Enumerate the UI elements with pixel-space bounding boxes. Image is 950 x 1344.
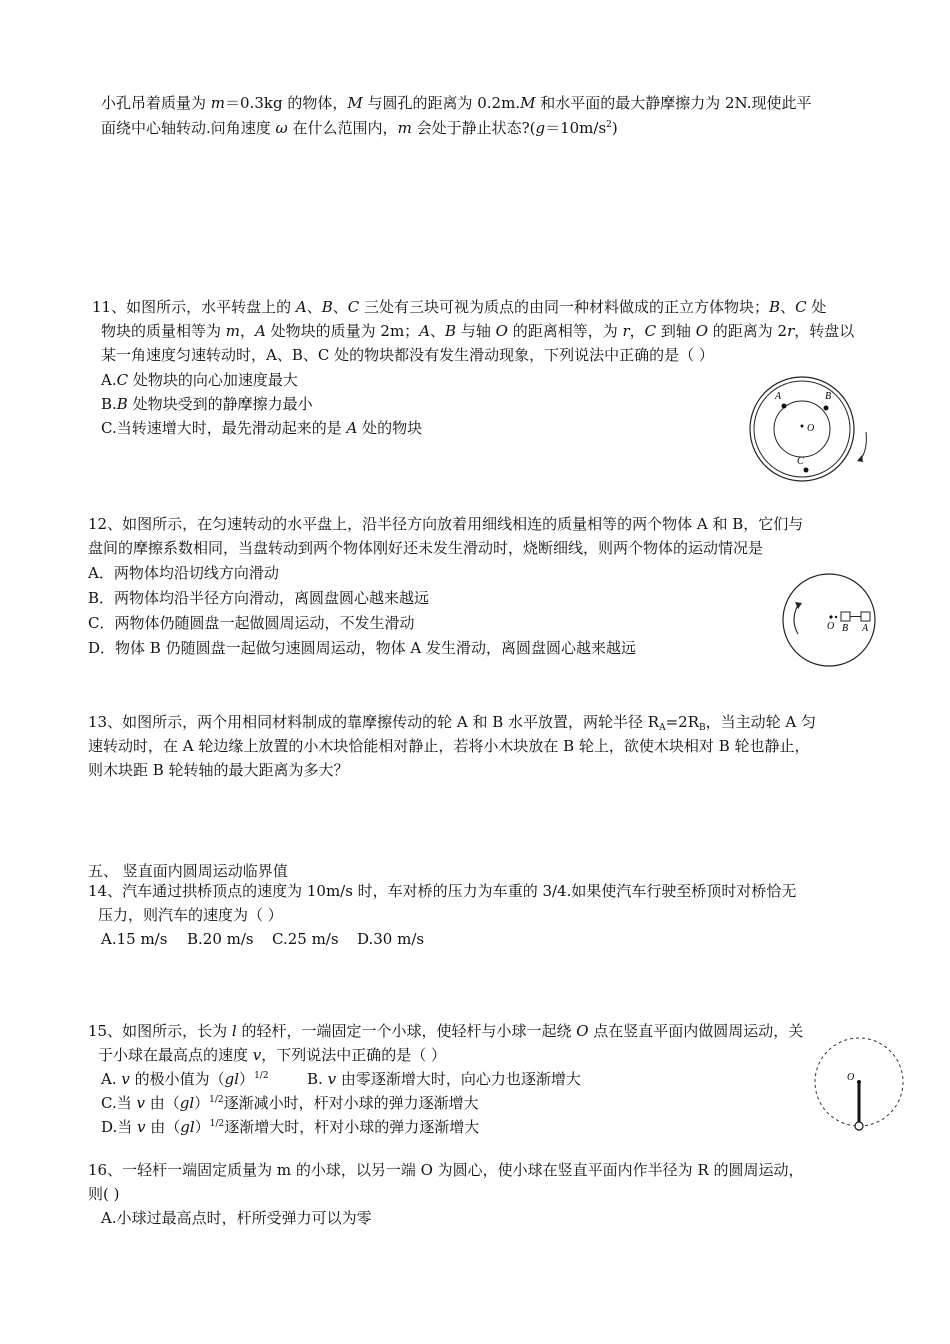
q12-line-1: 12、如图所示，在匀速转动的水平盘上，沿半径方向放着用细线相连的质量相等的两个物体 A 和 B，它们与 bbox=[88, 515, 804, 533]
q12-block-b bbox=[841, 612, 850, 621]
q11-label-b: B bbox=[825, 391, 832, 402]
q13-line-3: 则木块距 B 轮转轴的最大距离为多大？ bbox=[88, 761, 349, 779]
q14-option-b: B.20 m/s bbox=[187, 930, 254, 948]
q14-option-d: D.30 m/s bbox=[357, 930, 425, 948]
q15-option-d: D.当 v 由（gl）$^{1/2}$逐渐增大时，杆对小球的弹力逐渐增大 bbox=[101, 1118, 480, 1136]
q11-rotation-arrow-icon bbox=[860, 432, 866, 460]
q12-label-b: B bbox=[842, 623, 849, 634]
q12-option-c: C．两物体仍随圆盘一起做圆周运动，不发生滑动 bbox=[88, 614, 415, 632]
q11-line-1: 11、如图所示，水平转盘上的 A、B、C 三处有三块可视为质点的由同一种材料做成的正立方体物块；B、C 处 bbox=[92, 298, 827, 316]
q14-line-2: 压力，则汽车的速度为（ ） bbox=[98, 906, 283, 924]
section-heading: 五、 竖直面内圆周运动临界值 bbox=[88, 862, 288, 880]
q12-block-a bbox=[861, 612, 870, 621]
q10-line-2: 面绕中心轴转动.问角速度 ω 在什么范围内，m 会处于静止状态$?(g=10m/s^2)$ bbox=[101, 119, 618, 137]
q10-line-1: 小孔吊着质量为 m＝0.3kg 的物体，M 与圆孔的距离为 0.2m.M 和水平面的最大静摩擦力为 2N.现使此平 bbox=[101, 94, 812, 112]
q15-option-a: A. v 的极小值为（gl）$^{1/2}$ bbox=[101, 1070, 269, 1088]
q11-label-a: A bbox=[775, 391, 782, 402]
q11-axis-o bbox=[801, 425, 804, 428]
q15-label-o: O bbox=[847, 1072, 855, 1083]
q16-line-2: 则( ) bbox=[88, 1185, 120, 1203]
q11-block-a bbox=[782, 404, 787, 409]
q16-option-a: A.小球过最高点时，杆所受弹力可以为零 bbox=[101, 1209, 372, 1227]
q11-turntable-figure bbox=[744, 374, 874, 484]
q11-line-3: 某一角速度匀速转动时，A、B、C 处的物块都没有发生滑动现象，下列说法中正确的是（ ） bbox=[101, 346, 714, 364]
q11-block-b bbox=[824, 406, 829, 411]
q12-center-o bbox=[829, 615, 832, 618]
q14-option-a: A.15 m/s bbox=[101, 930, 168, 948]
q15-line-1: 15、如图所示，长为 l 的轻杆，一端固定一个小球，使轻杆与小球一起绕 O 点在竖直平面内做圆周运动，关 bbox=[88, 1022, 804, 1040]
q16-line-1: 16、一轻杆一端固定质量为 m 的小球，以另一端 O 为圆心，使小球在竖直平面内作半径为 R 的圆周运动， bbox=[88, 1161, 804, 1179]
q11-option-c: C.当转速增大时，最先滑动起来的是 A 处的物块 bbox=[101, 419, 423, 437]
q12-option-d: D．物体 B 仍随圆盘一起做匀速圆周运动，物体 A 发生滑动，离圆盘圆心越来越远 bbox=[88, 639, 636, 657]
q12-line-2: 盘间的摩擦系数相同，当盘转动到两个物体刚好还未发生滑动时，烧断细线，则两个物体的运动情况是 bbox=[88, 539, 764, 557]
q13-line-1: 13、如图所示，两个用相同材料制成的靠摩擦传动的轮 A 和 B 水平放置，两轮半径 $R_A=2R_B$，当主动轮 A 匀 bbox=[88, 713, 816, 733]
q11-option-b: B.B 处物块受到的静摩擦力最小 bbox=[101, 395, 313, 413]
q12-rotation-arrow-icon bbox=[794, 605, 798, 634]
q14-option-c: C.25 m/s bbox=[272, 930, 339, 948]
q11-block-c bbox=[804, 468, 809, 473]
q11-label-c: C bbox=[797, 456, 804, 467]
q11-label-o: O bbox=[807, 423, 815, 434]
q15-line-2: 于小球在最高点的速度 v，下列说法中正确的是（ ） bbox=[98, 1046, 447, 1064]
q12-option-b: B．两物体均沿半径方向滑动，离圆盘圆心越来越远 bbox=[88, 589, 430, 607]
q12-label-a: A bbox=[862, 623, 869, 634]
q11-line-2: 物块的质量相等为 m，A 处物块的质量为 2m；A、B 与轴 O 的距离相等，为 r，C 到轴 O 的距离为 2r，转盘以 bbox=[101, 322, 855, 340]
q13-line-2: 速转动时，在 A 轮边缘上放置的小木块恰能相对静止，若将小木块放在 B 轮上，欲使木块相对 B 轮也静止， bbox=[88, 737, 810, 755]
q12-disk-figure bbox=[776, 572, 886, 668]
q15-ball bbox=[855, 1122, 863, 1130]
q11-option-a: A.C 处物块的向心加速度最大 bbox=[101, 371, 298, 389]
q15-rod-figure bbox=[810, 1035, 910, 1135]
q15-option-b: B. v 由零逐渐增大时，向心力也逐渐增大 bbox=[307, 1070, 581, 1088]
q12-label-o: O bbox=[827, 621, 835, 632]
q14-line-1: 14、汽车通过拱桥顶点的速度为 10m/s 时，车对桥的压力为车重的 3/4.如果使汽车行驶至桥顶时对桥恰无 bbox=[88, 882, 797, 900]
q12-option-a: A．两物体均沿切线方向滑动 bbox=[88, 564, 279, 582]
q15-option-c: C.当 v 由（gl）$^{1/2}$逐渐减小时，杆对小球的弹力逐渐增大 bbox=[101, 1094, 479, 1112]
